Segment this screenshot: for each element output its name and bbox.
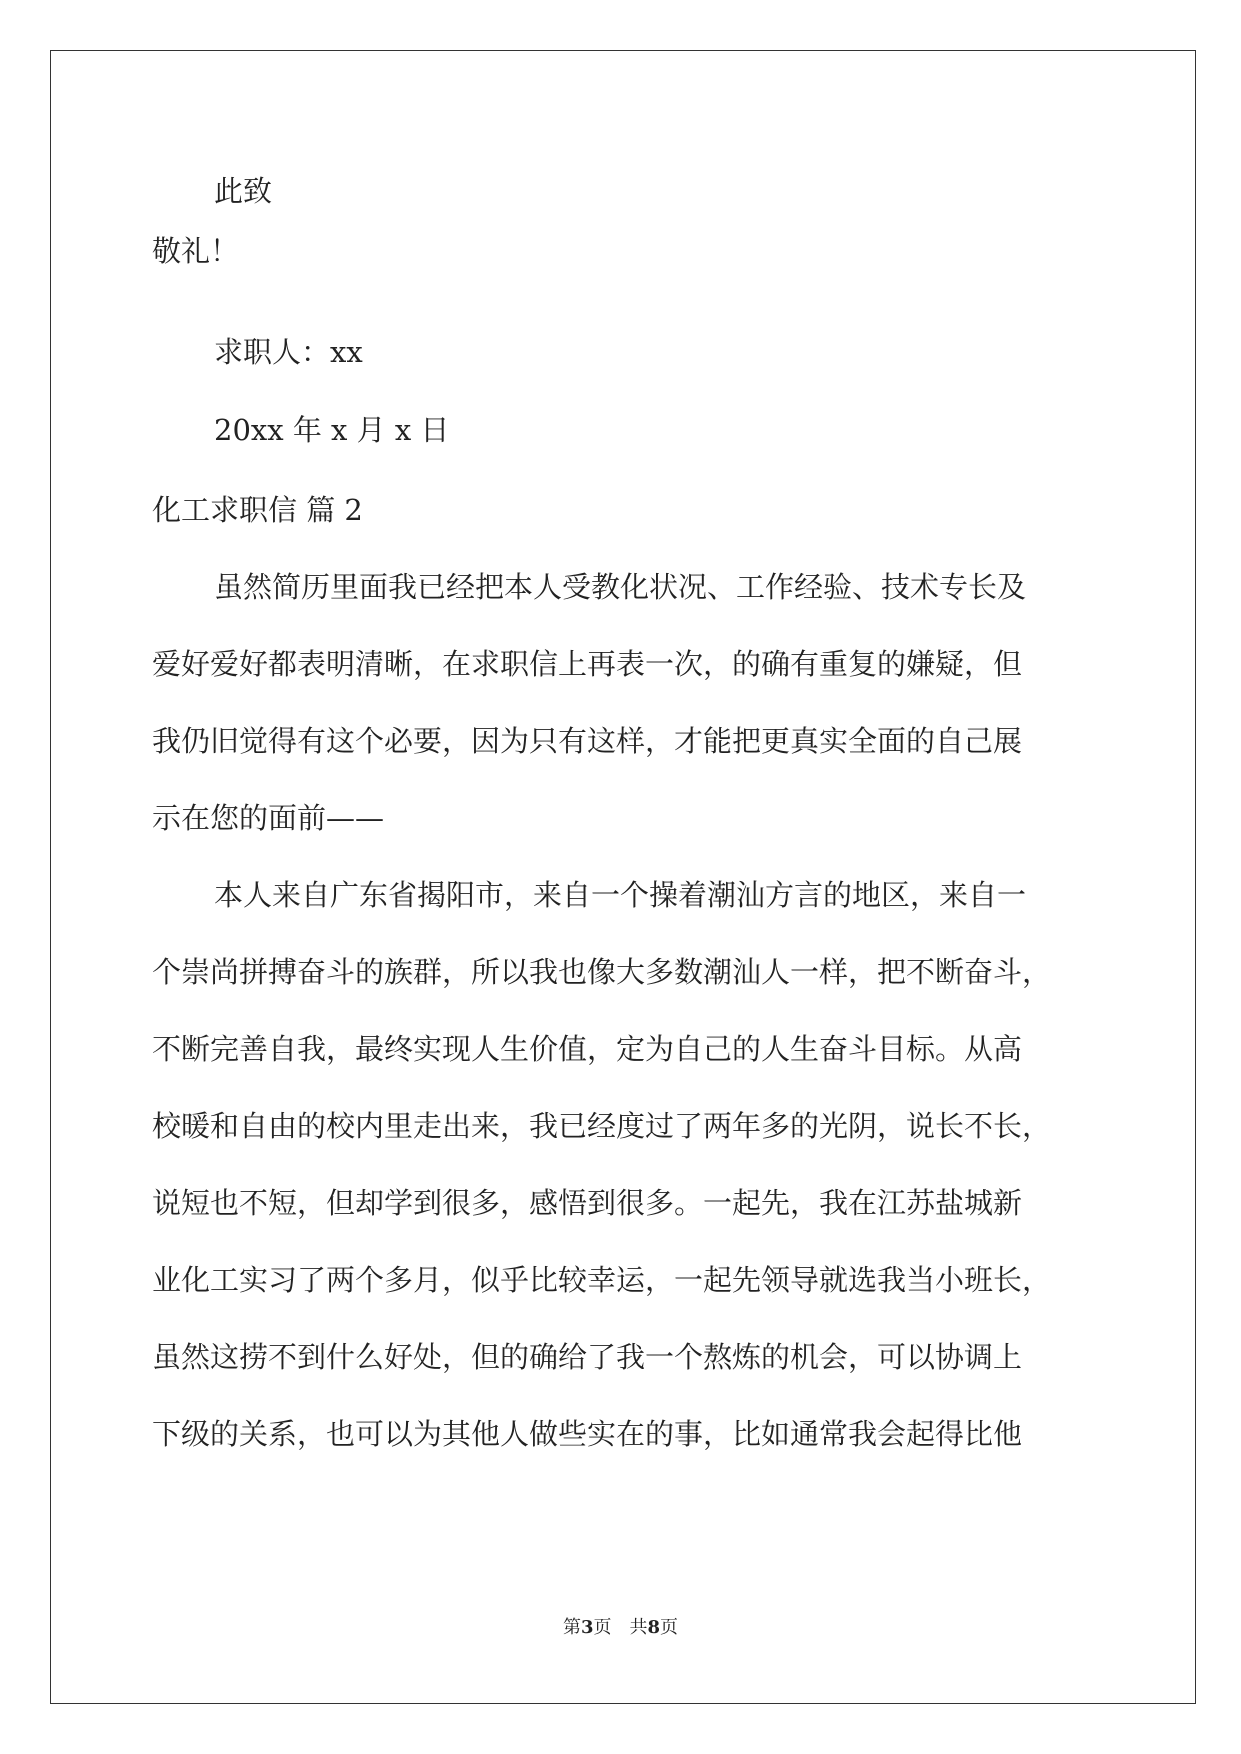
paragraph2-line: 业化工实习了两个多月，似乎比较幸运，一起先领导就选我当小班长， (152, 1263, 1052, 1297)
paragraph2-line: 虽然这捞不到什么好处，但的确给了我一个熬炼的机会，可以协调上 (152, 1340, 1023, 1374)
signature-line: 求职人：xx (214, 335, 363, 369)
section-title: 化工求职信 篇 2 (152, 493, 363, 527)
paragraph2-line: 个崇尚拼搏奋斗的族群，所以我也像大多数潮汕人一样，把不断奋斗， (152, 955, 1052, 989)
paragraph1-line: 我仍旧觉得有这个必要，因为只有这样，才能把更真实全面的自己展 (152, 724, 1023, 758)
closing-line: 此致 (214, 174, 273, 208)
paragraph1-line: 爱好爱好都表明清晰，在求职信上再表一次，的确有重复的嫌疑，但 (152, 647, 1023, 681)
paragraph2-line: 不断完善自我，最终实现人生价值，定为自己的人生奋斗目标。从高 (152, 1032, 1023, 1066)
footer-mid: 页 共 (593, 1617, 648, 1638)
paragraph1-line: 示在您的面前—— (152, 801, 385, 835)
footer-total-pages: 8 (647, 1617, 661, 1638)
page-footer (0, 1616, 1241, 1640)
paragraph2-line: 校暖和自由的校内里走出来，我已经度过了两年多的光阴，说长不长， (152, 1109, 1052, 1143)
paragraph2-line: 本人来自广东省揭阳市，来自一个操着潮汕方言的地区，来自一 (214, 878, 1027, 912)
paragraph1-line: 虽然简历里面我已经把本人受教化状况、工作经验、技术专长及 (214, 570, 1027, 604)
salute-line: 敬礼！ (152, 234, 240, 268)
paragraph2-line: 说短也不短，但却学到很多，感悟到很多。一起先，我在江苏盐城新 (152, 1186, 1023, 1220)
paragraph2-line: 下级的关系，也可以为其他人做些实在的事，比如通常我会起得比他 (152, 1417, 1023, 1451)
footer-prefix: 第 (562, 1617, 581, 1638)
footer-suffix: 页 (660, 1617, 679, 1638)
footer-current-page: 3 (580, 1617, 594, 1638)
date-line: 20xx 年 x 月 x 日 (214, 413, 450, 447)
